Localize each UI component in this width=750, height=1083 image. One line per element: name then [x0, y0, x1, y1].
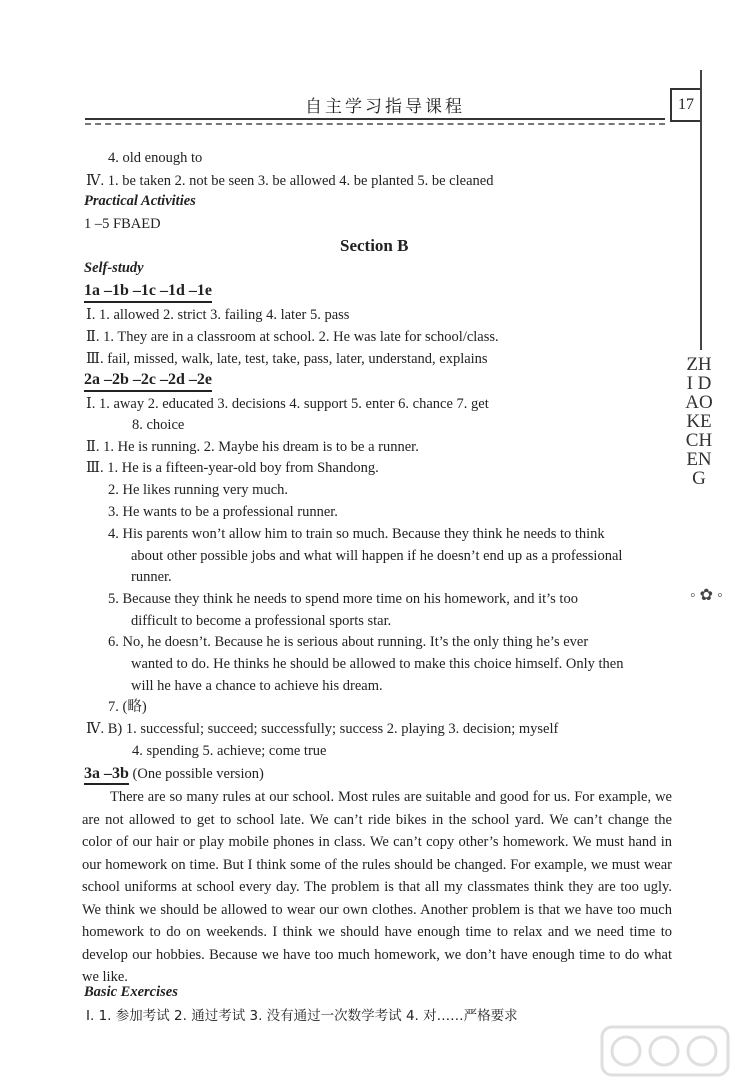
vertical-title: ZHI DAO KE CHENG [685, 354, 713, 489]
header-rule-dashed [85, 123, 665, 125]
side-decoration: ◦ ✿ ◦ [690, 587, 723, 604]
line-2a-iii-2: 2. He likes running very much. [108, 482, 289, 498]
line-2a-iii-1: Ⅲ. 1. He is a fifteen-year-old boy from Shandong. [86, 460, 379, 476]
heading-basic-exercises: Basic Exercises [84, 984, 178, 1000]
line-2a-iv-1: Ⅳ. B) 1. successful; succeed; successfully; success 2. playing 3. decision; myself [86, 721, 559, 737]
line-2a-iii-4c: runner. [131, 569, 172, 585]
line-iv-answers: Ⅳ. 1. be taken 2. not be seen 3. be allowed 4. be planted 5. be cleaned [86, 173, 494, 189]
line-1a-iii: Ⅲ. fail, missed, walk, late, test, take, pass, later, understand, explains [86, 351, 488, 367]
box-3a-3b-note: (One possible version) [128, 766, 264, 782]
line-2a-iii-6a: 6. No, he doesn’t. Because he is serious about running. It’s the only thing he’s ever [108, 634, 589, 650]
section-b-title: Section B [340, 236, 409, 255]
line-2a-iii-3: 3. He wants to be a professional runner. [108, 504, 338, 520]
line-2a-iii-6b: wanted to do. He thinks he should be allowed to make this choice himself. Only then [131, 656, 624, 672]
heading-3a-3b [84, 764, 264, 785]
line-2a-i: Ⅰ. 1. away 2. educated 3. decisions 4. support 5. enter 6. chance 7. get [86, 396, 489, 412]
header-title: 自主学习指导课程 [305, 97, 465, 117]
page-number: 17 [670, 88, 702, 122]
line-1a-ii: Ⅱ. 1. They are in a classroom at school. 2. He was late for school/class. [86, 329, 499, 345]
box-2a-2e: 2a –2b –2c –2d –2e [84, 371, 212, 392]
line-2a-iii-6c: will he have a chance to achieve his dream. [131, 678, 383, 694]
line-2a-iii-4a: 4. His parents won’t allow him to train so much. Because they think he needs to think [108, 526, 605, 542]
line-2a-iii-5a: 5. Because they think he needs to spend more time on his homework, and it’s too [108, 591, 578, 607]
header-rule [85, 118, 665, 120]
box-3a-3b: 3a –3b [84, 765, 129, 785]
line-2a-ii: Ⅱ. 1. He is running. 2. Maybe his dream is to be a runner. [86, 439, 419, 455]
line-2a-iv-2: 4. spending 5. achieve; come true [132, 743, 327, 759]
heading-self-study: Self-study [84, 260, 144, 276]
box-1a-1e: 1a –1b –1c –1d –1e [84, 282, 212, 303]
line-2a-i-cont: 8. choice [132, 417, 185, 433]
line-basic-i: Ⅰ. 1. 参加考试 2. 通过考试 3. 没有通过一次数学考试 4. 对……严格要求 [86, 1008, 518, 1024]
line-1a-i: Ⅰ. 1. allowed 2. strict 3. failing 4. later 5. pass [86, 307, 350, 323]
line-fbaed: 1 –5 FBAED [84, 216, 161, 232]
line-2a-iii-5b: difficult to become a professional sports star. [131, 613, 392, 629]
side-rule [700, 70, 702, 350]
essay-paragraph: There are so many rules at our school. Most rules are suitable and good for us. For example, we are not allowed to get to school late. We can’t ride bikes in the school yard. We can’t change the color of our hair or play mobile phones in class. We can’t copy other’s homework. We must hand in our homework on time. But I think some of the rules should be changed. For example, we must wear school uniforms at school every day. The problem is that all my classmates think they are too ugly. We think we should be allowed to wear our own clothes. Another problem is that we have too much homework to do on weekends. I think we should have enough time to relax and we need time to develop our hobbies. Because we have too much homework, we don’t have enough time to do what we like. [82, 789, 672, 985]
line-2a-iii-7: 7. (略) [108, 699, 147, 715]
watermark-logo [600, 1025, 730, 1077]
line-2a-iii-4b: about other possible jobs and what will happen if he doesn’t end up as a professional [131, 548, 623, 564]
line-old-enough: 4. old enough to [108, 150, 203, 166]
heading-practical-activities: Practical Activities [84, 193, 196, 209]
